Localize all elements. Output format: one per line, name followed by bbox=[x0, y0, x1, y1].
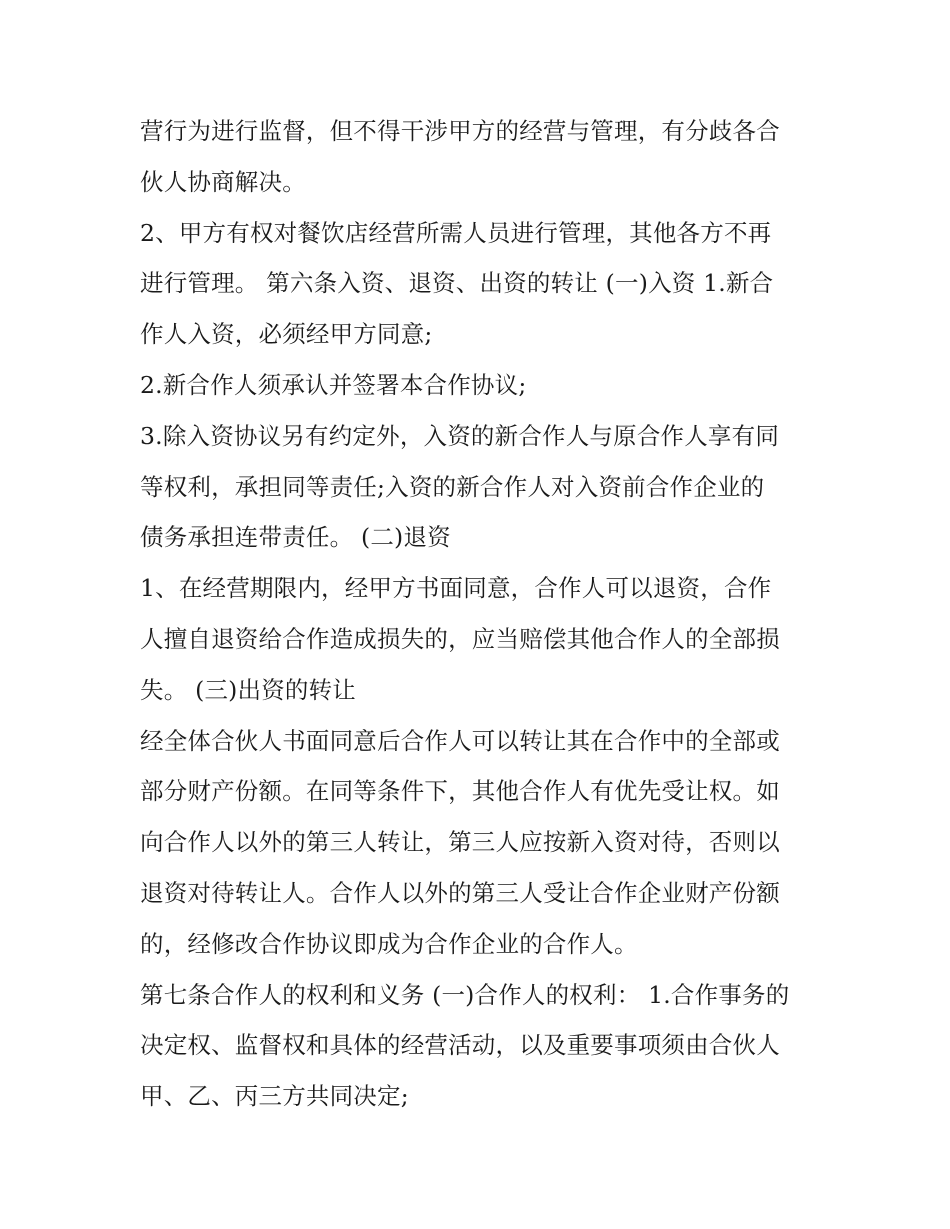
text-line: 3.除入资协议另有约定外，入资的新合作人与原合作人享有同 bbox=[140, 421, 780, 450]
document-body bbox=[140, 106, 820, 1122]
text-line: 2、甲方有权对餐饮店经营所需人员进行管理，其他各方不再 bbox=[140, 218, 772, 247]
text-line: 退资对待转让人。合作人以外的第三人受让合作企业财产份额 bbox=[140, 878, 780, 907]
text-line: 决定权、监督权和具体的经营活动，以及重要事项须由合伙人 bbox=[140, 1031, 780, 1060]
text-line: 失。 (三)出资的转让 bbox=[140, 675, 357, 704]
text-line: 经全体合伙人书面同意后合作人可以转让其在合作中的全部或 bbox=[140, 726, 780, 755]
text-line: 部分财产份额。在同等条件下，其他合作人有优先受让权。如 bbox=[140, 777, 780, 806]
text-line: 伙人协商解决。 bbox=[140, 167, 306, 196]
text-line: 第七条合作人的权利和义务 (一)合作人的权利： 1.合作事务的 bbox=[140, 980, 790, 1009]
text-line: 人擅自退资给合作造成损失的，应当赔偿其他合作人的全部损 bbox=[140, 624, 780, 653]
text-line: 等权利，承担同等责任;入资的新合作人对入资前合作企业的 bbox=[140, 472, 765, 501]
text-line: 2.新合作人须承认并签署本合作协议; bbox=[140, 370, 527, 399]
text-line: 作人入资，必须经甲方同意; bbox=[140, 320, 433, 349]
text-line: 债务承担连带责任。 (二)退资 bbox=[140, 523, 451, 552]
text-line: 向合作人以外的第三人转让，第三人应按新入资对待，否则以 bbox=[140, 828, 780, 857]
text-line: 甲、乙、丙三方共同决定; bbox=[140, 1082, 409, 1111]
text-line: 营行为进行监督，但不得干涉甲方的经营与管理，有分歧各合 bbox=[140, 117, 780, 145]
text-line: 进行管理。 第六条入资、退资、出资的转让 (一)入资 1.新合 bbox=[140, 269, 774, 298]
text-line: 1、在经营期限内，经甲方书面同意，合作人可以退资，合作 bbox=[140, 574, 772, 603]
text-line: 的，经修改合作协议即成为合作企业的合作人。 bbox=[140, 929, 638, 958]
